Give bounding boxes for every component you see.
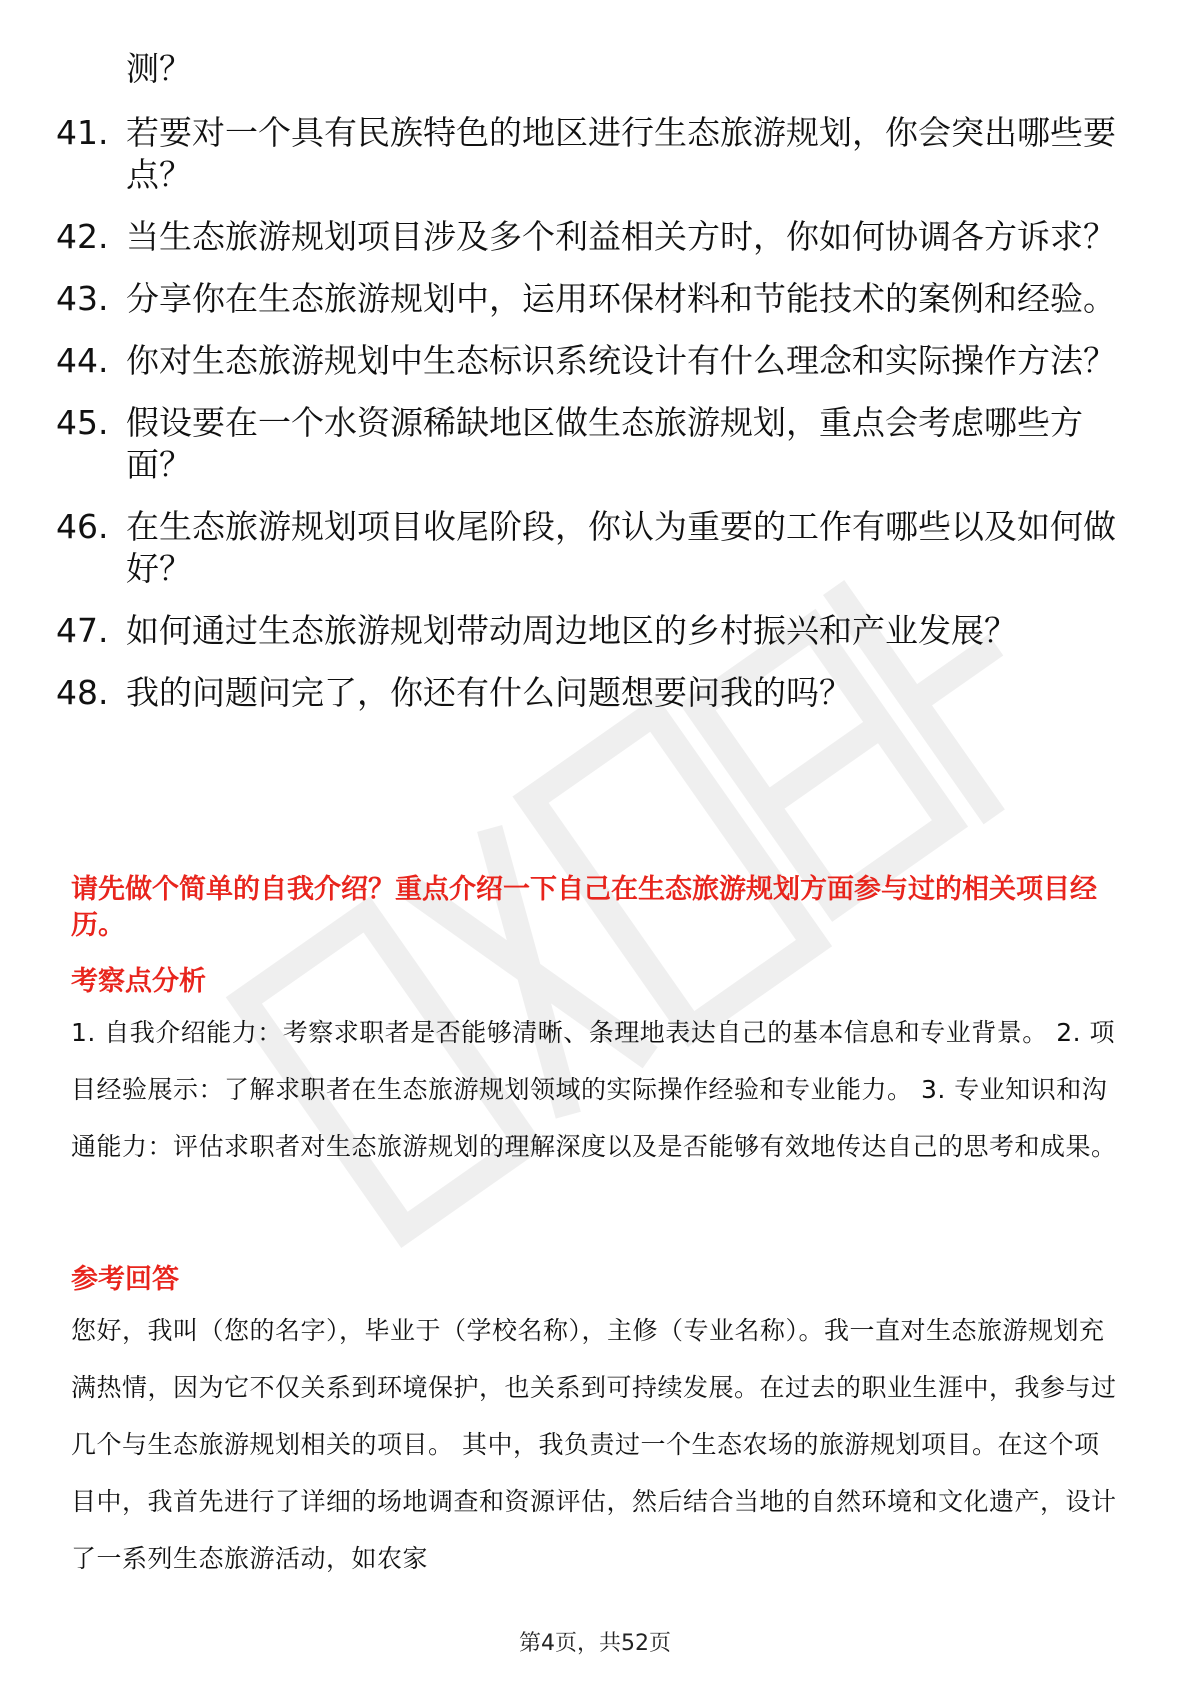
list-item <box>56 402 1126 486</box>
analysis-text: 1. 自我介绍能力：考察求职者是否能够清晰、条理地表达自己的基本信息和专业背景。 2. 项目经验展示：了解求职者在生态旅游规划领域的实际操作经验和专业能力。 3. 专业知识和沟通能力：评估求职者对生态旅游规划的理解深度以及是否能够有效地传达自己的思考和成果。 <box>71 1018 1117 1161</box>
analysis-section <box>71 964 1121 1175</box>
question-text: 在生态旅游规划项目收尾阶段，你认为重要的工作有哪些以及如何做好？ <box>126 507 1116 588</box>
question-text: 你对生态旅游规划中生态标识系统设计有什么理念和实际操作方法？ <box>126 341 1116 380</box>
question-number: 42. <box>56 217 109 256</box>
question-number: 47. <box>56 611 109 650</box>
interview-question-section <box>71 872 1121 944</box>
answer-title: 参考回答 <box>71 1264 179 1295</box>
question-text: 若要对一个具有民族特色的地区进行生态旅游规划，你会突出哪些要点？ <box>126 113 1116 194</box>
question-text: 假设要在一个水资源稀缺地区做生态旅游规划，重点会考虑哪些方面？ <box>126 403 1083 484</box>
question-text: 分享你在生态旅游规划中，运用环保材料和节能技术的案例和经验。 <box>126 279 1116 318</box>
question-list <box>56 48 1126 734</box>
list-item <box>56 48 1126 90</box>
question-text: 测？ <box>126 49 192 88</box>
list-item <box>56 340 1126 382</box>
analysis-title: 考察点分析 <box>71 966 206 997</box>
list-item <box>56 610 1126 652</box>
page-footer: 第4页，共52页 <box>519 1631 671 1656</box>
answer-section <box>71 1262 1121 1587</box>
question-text: 当生态旅游规划项目涉及多个利益相关方时，你如何协调各方诉求？ <box>126 217 1116 256</box>
section-question: 请先做个简单的自我介绍？重点介绍一下自己在生态旅游规划方面参与过的相关项目经历。 <box>71 874 1097 941</box>
question-number: 48. <box>56 673 109 712</box>
question-number: 44. <box>56 341 109 380</box>
list-item <box>56 278 1126 320</box>
question-number: 46. <box>56 507 109 546</box>
question-number: 45. <box>56 403 109 442</box>
question-text: 我的问题问完了，你还有什么问题想要问我的吗？ <box>126 673 852 712</box>
question-number: 43. <box>56 279 109 318</box>
question-text: 如何通过生态旅游规划带动周边地区的乡村振兴和产业发展？ <box>126 611 1017 650</box>
answer-text: 您好，我叫（您的名字），毕业于（学校名称），主修（专业名称）。我一直对生态旅游规划充满热情，因为它不仅关系到环境保护，也关系到可持续发展。在过去的职业生涯中，我参与过几个与生态旅游规划相关的项目。 其中，我负责过一个生态农场的旅游规划项目。在这个项目中，我首先进行了详细的场地调查和资源评估，然后结合当地的自然环境和文化遗产，设计了一系列生态旅游活动，如农家 <box>71 1316 1117 1573</box>
list-item <box>56 672 1126 714</box>
list-item <box>56 216 1126 258</box>
list-item <box>56 112 1126 196</box>
list-item <box>56 506 1126 590</box>
question-number: 41. <box>56 113 109 152</box>
